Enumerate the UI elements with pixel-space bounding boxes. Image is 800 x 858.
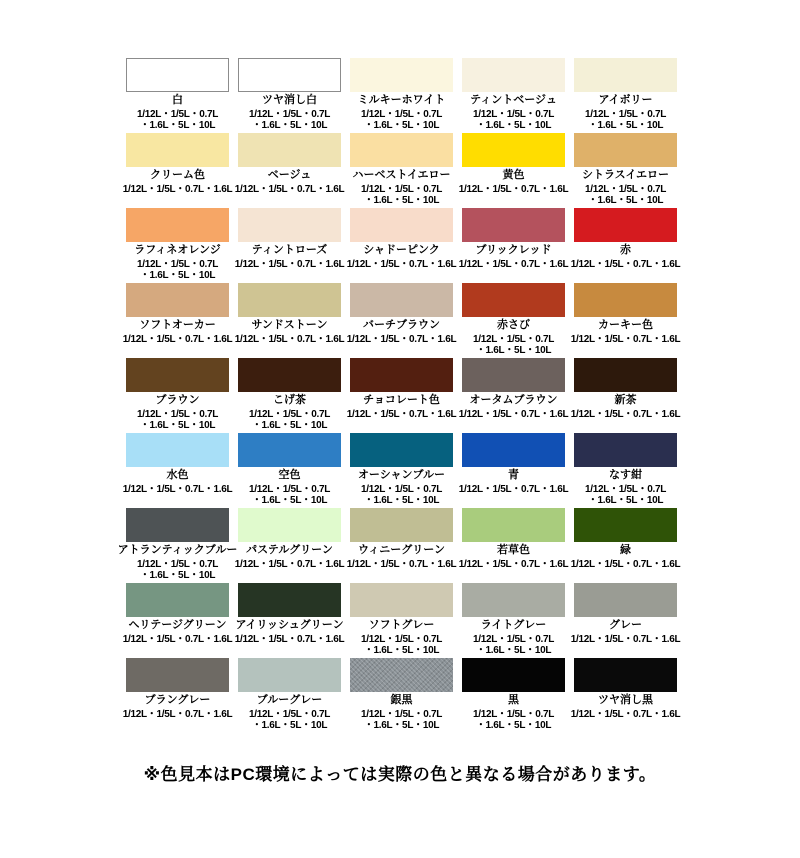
color-name: 若草色 <box>497 544 530 556</box>
size-line: ・1.6L・5L・10L <box>363 195 440 206</box>
swatch-cell <box>234 508 345 583</box>
size-line: 1/12L・1/5L・0.7L・1.6L <box>570 409 681 420</box>
swatch-cell <box>350 133 453 208</box>
color-sizes <box>137 109 218 131</box>
color-sizes <box>235 634 345 645</box>
swatch-cell <box>234 583 345 658</box>
color-name: 空色 <box>278 469 301 481</box>
color-swatch <box>574 508 677 542</box>
color-sizes <box>585 109 666 131</box>
size-line: 1/12L・1/5L・0.7L・1.6L <box>458 184 569 195</box>
swatch-cell <box>238 658 341 733</box>
size-line: 1/12L・1/5L・0.7L <box>248 109 331 120</box>
swatch-cell <box>570 508 681 583</box>
color-sizes <box>137 409 218 431</box>
color-sizes <box>235 184 345 195</box>
swatch-cell <box>122 283 233 358</box>
swatch-cell <box>234 208 345 283</box>
color-sizes <box>473 334 554 356</box>
size-line: ・1.6L・5L・10L <box>139 420 216 431</box>
size-line: ・1.6L・5L・10L <box>587 495 664 506</box>
swatch-cell <box>570 208 681 283</box>
color-name: 水色 <box>166 469 189 481</box>
color-name: アイボリー <box>598 94 653 106</box>
swatch-cell <box>346 208 457 283</box>
size-line: ・1.6L・5L・10L <box>363 720 440 731</box>
swatch-cell <box>117 508 238 583</box>
size-line: 1/12L・1/5L・0.7L・1.6L <box>122 334 233 345</box>
swatch-cell <box>458 208 569 283</box>
color-sizes <box>123 634 233 645</box>
color-swatch <box>126 583 229 617</box>
swatch-cell <box>122 133 233 208</box>
color-sizes <box>249 109 330 131</box>
color-name: カーキー色 <box>598 319 653 331</box>
color-swatch <box>126 508 229 542</box>
size-line: ・1.6L・5L・10L <box>139 270 216 281</box>
color-swatch <box>238 58 341 92</box>
color-name: こげ茶 <box>273 394 306 406</box>
color-sizes <box>571 559 681 570</box>
size-line: ・1.6L・5L・10L <box>475 120 552 131</box>
color-swatch <box>350 433 453 467</box>
color-swatch <box>238 508 341 542</box>
swatch-cell <box>350 433 453 508</box>
color-swatch <box>462 133 565 167</box>
size-line: 1/12L・1/5L・0.7L・1.6L <box>570 259 681 270</box>
color-swatch <box>462 358 565 392</box>
swatch-cell <box>458 508 569 583</box>
size-line: 1/12L・1/5L・0.7L <box>472 109 555 120</box>
color-sizes <box>361 634 442 656</box>
size-line: 1/12L・1/5L・0.7L・1.6L <box>458 559 569 570</box>
size-line: 1/12L・1/5L・0.7L・1.6L <box>122 484 233 495</box>
color-swatch <box>238 433 341 467</box>
color-sizes <box>235 559 345 570</box>
color-swatch <box>574 208 677 242</box>
color-name: ブラングレー <box>144 694 211 706</box>
color-swatch <box>350 508 453 542</box>
size-line: ・1.6L・5L・10L <box>251 420 328 431</box>
size-line: 1/12L・1/5L・0.7L <box>360 484 443 495</box>
color-sizes <box>585 484 666 506</box>
color-name: シャドーピンク <box>363 244 440 256</box>
swatch-cell <box>346 358 457 433</box>
size-line: 1/12L・1/5L・0.7L・1.6L <box>234 334 345 345</box>
color-sizes <box>347 259 457 270</box>
color-swatch <box>462 58 565 92</box>
color-swatch <box>238 358 341 392</box>
color-sizes <box>571 409 681 420</box>
color-sizes <box>459 559 569 570</box>
swatch-cell <box>462 283 565 358</box>
size-line: 1/12L・1/5L・0.7L <box>584 109 667 120</box>
color-sizes <box>361 709 442 731</box>
color-name: グレー <box>609 619 642 631</box>
color-name: ベージュ <box>267 169 312 181</box>
color-name: 赤 <box>620 244 631 256</box>
color-swatch <box>462 508 565 542</box>
color-sizes <box>459 259 569 270</box>
color-swatch <box>126 133 229 167</box>
size-line: 1/12L・1/5L・0.7L <box>136 259 219 270</box>
swatch-cell <box>238 433 341 508</box>
size-line: 1/12L・1/5L・0.7L・1.6L <box>346 334 457 345</box>
swatch-cell <box>126 358 229 433</box>
size-line: ・1.6L・5L・10L <box>139 120 216 131</box>
color-sizes <box>571 334 681 345</box>
size-line: 1/12L・1/5L・0.7L <box>584 184 667 195</box>
color-name: ラフィネオレンジ <box>134 244 221 256</box>
color-name: 新茶 <box>614 394 637 406</box>
size-line: ・1.6L・5L・10L <box>139 570 216 581</box>
size-line: 1/12L・1/5L・0.7L <box>360 634 443 645</box>
swatch-cell <box>574 133 677 208</box>
color-name: ブルーグレー <box>256 694 323 706</box>
color-name: ティントローズ <box>251 244 328 256</box>
color-swatch <box>574 58 677 92</box>
color-swatch <box>126 433 229 467</box>
swatch-cell <box>458 133 569 208</box>
size-line: 1/12L・1/5L・0.7L・1.6L <box>122 709 233 720</box>
color-swatch <box>238 658 341 692</box>
size-line: 1/12L・1/5L・0.7L・1.6L <box>122 634 233 645</box>
swatch-cell <box>462 583 565 658</box>
color-swatch <box>350 208 453 242</box>
color-sizes <box>235 259 345 270</box>
size-line: 1/12L・1/5L・0.7L <box>584 484 667 495</box>
color-swatch <box>574 433 677 467</box>
swatch-cell <box>126 208 229 283</box>
color-swatch <box>350 358 453 392</box>
size-line: 1/12L・1/5L・0.7L・1.6L <box>346 259 457 270</box>
size-line: 1/12L・1/5L・0.7L <box>472 634 555 645</box>
color-name: ソフトグレー <box>368 619 435 631</box>
color-sizes <box>473 634 554 656</box>
color-name: ツヤ消し黒 <box>598 694 653 706</box>
swatch-cell <box>350 58 453 133</box>
swatch-cell <box>346 283 457 358</box>
size-line: ・1.6L・5L・10L <box>587 120 664 131</box>
swatch-cell <box>234 283 345 358</box>
color-name: ツヤ消し白 <box>262 94 317 106</box>
color-name: 黒 <box>508 694 519 706</box>
size-line: 1/12L・1/5L・0.7L・1.6L <box>570 709 681 720</box>
size-line: ・1.6L・5L・10L <box>475 345 552 356</box>
size-line: 1/12L・1/5L・0.7L・1.6L <box>122 184 233 195</box>
size-line: 1/12L・1/5L・0.7L <box>136 109 219 120</box>
size-line: ・1.6L・5L・10L <box>587 195 664 206</box>
size-line: ・1.6L・5L・10L <box>363 495 440 506</box>
size-line: 1/12L・1/5L・0.7L・1.6L <box>570 634 681 645</box>
color-name: アイリッシュグリーン <box>235 619 344 631</box>
color-name: ブリックレッド <box>475 244 552 256</box>
color-swatch <box>126 283 229 317</box>
size-line: 1/12L・1/5L・0.7L <box>248 409 331 420</box>
color-name: オータムブラウン <box>469 394 558 406</box>
color-swatch <box>462 433 565 467</box>
swatch-cell <box>122 433 233 508</box>
color-sizes <box>347 559 457 570</box>
color-name: 緑 <box>620 544 631 556</box>
color-name: 赤さび <box>497 319 530 331</box>
color-sizes <box>249 484 330 506</box>
swatch-cell <box>346 508 457 583</box>
color-name: ハーベストイエロー <box>352 169 451 181</box>
swatch-cell <box>574 58 677 133</box>
color-name: ミルキーホワイト <box>357 94 446 106</box>
swatch-cell <box>458 358 569 433</box>
color-name: シトラスイエロー <box>581 169 669 181</box>
color-swatch <box>126 58 229 92</box>
color-disclaimer-note: ※色見本はPC環境によっては実際の色と異なる場合があります。 <box>143 765 657 784</box>
color-name: ヘリテージグリーン <box>128 619 227 631</box>
swatch-cell <box>238 358 341 433</box>
size-line: 1/12L・1/5L・0.7L・1.6L <box>458 259 569 270</box>
color-swatch <box>126 358 229 392</box>
size-line: ・1.6L・5L・10L <box>251 120 328 131</box>
color-swatch <box>462 283 565 317</box>
size-line: 1/12L・1/5L・0.7L <box>136 559 219 570</box>
color-name: 黄色 <box>502 169 525 181</box>
swatch-cell <box>458 433 569 508</box>
color-name: ライトグレー <box>480 619 547 631</box>
color-sizes <box>459 484 569 495</box>
color-sizes <box>123 484 233 495</box>
color-swatch <box>350 58 453 92</box>
size-line: 1/12L・1/5L・0.7L・1.6L <box>234 184 345 195</box>
swatch-cell <box>570 583 681 658</box>
color-sizes <box>473 109 554 131</box>
swatch-cell <box>570 658 681 733</box>
color-sizes <box>585 184 666 206</box>
size-line: 1/12L・1/5L・0.7L <box>472 709 555 720</box>
swatch-cell <box>462 658 565 733</box>
color-sizes <box>571 709 681 720</box>
color-swatch <box>126 208 229 242</box>
color-name: ブラウン <box>155 394 200 406</box>
size-line: 1/12L・1/5L・0.7L <box>360 109 443 120</box>
color-sizes <box>459 184 569 195</box>
color-sizes <box>361 184 442 206</box>
swatch-cell <box>350 583 453 658</box>
color-swatch <box>350 658 453 692</box>
color-sizes <box>361 109 442 131</box>
color-sizes <box>123 334 233 345</box>
color-sizes <box>123 184 233 195</box>
swatch-cell <box>570 283 681 358</box>
size-line: ・1.6L・5L・10L <box>475 720 552 731</box>
size-line: ・1.6L・5L・10L <box>251 495 328 506</box>
swatch-cell <box>350 658 453 733</box>
size-line: 1/12L・1/5L・0.7L <box>248 709 331 720</box>
color-swatch <box>350 283 453 317</box>
size-line: 1/12L・1/5L・0.7L <box>360 709 443 720</box>
swatch-cell <box>238 58 341 133</box>
size-line: 1/12L・1/5L・0.7L・1.6L <box>234 559 345 570</box>
swatch-cell <box>574 433 677 508</box>
color-swatch <box>238 583 341 617</box>
color-swatch <box>574 133 677 167</box>
size-line: ・1.6L・5L・10L <box>363 645 440 656</box>
color-swatch <box>462 208 565 242</box>
color-name: ソフトオーカー <box>139 319 216 331</box>
size-line: 1/12L・1/5L・0.7L・1.6L <box>570 559 681 570</box>
color-sizes <box>347 409 457 420</box>
color-name: オーシャンブルー <box>357 469 446 481</box>
swatch-cell <box>122 583 233 658</box>
color-sizes <box>123 709 233 720</box>
color-name: チョコレート色 <box>363 394 440 406</box>
color-name: ティントベージュ <box>470 94 557 106</box>
color-sizes <box>137 559 218 581</box>
color-name: バーチブラウン <box>363 319 440 331</box>
color-swatch <box>238 133 341 167</box>
size-line: 1/12L・1/5L・0.7L <box>136 409 219 420</box>
size-line: 1/12L・1/5L・0.7L・1.6L <box>458 409 569 420</box>
color-sizes <box>361 484 442 506</box>
size-line: ・1.6L・5L・10L <box>363 120 440 131</box>
color-sizes <box>249 709 330 731</box>
size-line: ・1.6L・5L・10L <box>251 720 328 731</box>
color-name: クリーム色 <box>150 169 205 181</box>
size-line: 1/12L・1/5L・0.7L・1.6L <box>346 409 457 420</box>
swatch-cell <box>122 658 233 733</box>
size-line: 1/12L・1/5L・0.7L <box>360 184 443 195</box>
color-swatch <box>238 283 341 317</box>
color-name: アトランティックブルー <box>117 544 238 556</box>
color-swatch <box>126 658 229 692</box>
color-name: パステルグリーン <box>246 544 333 556</box>
color-name: 銀黒 <box>390 694 413 706</box>
size-line: 1/12L・1/5L・0.7L・1.6L <box>234 259 345 270</box>
color-name: サンドストーン <box>251 319 328 331</box>
color-sizes <box>249 409 330 431</box>
color-chart-grid <box>117 58 681 733</box>
size-line: 1/12L・1/5L・0.7L・1.6L <box>234 634 345 645</box>
color-swatch <box>462 658 565 692</box>
color-name: ウィニーグリーン <box>357 544 446 556</box>
color-sizes <box>347 334 457 345</box>
color-sizes <box>473 709 554 731</box>
color-name: 白 <box>172 94 183 106</box>
color-sizes <box>137 259 218 281</box>
color-swatch <box>574 358 677 392</box>
color-swatch <box>462 583 565 617</box>
size-line: 1/12L・1/5L・0.7L・1.6L <box>346 559 457 570</box>
color-swatch <box>574 583 677 617</box>
color-swatch <box>574 283 677 317</box>
color-sizes <box>235 334 345 345</box>
swatch-cell <box>462 58 565 133</box>
swatch-cell <box>126 58 229 133</box>
color-name: なす紺 <box>609 469 642 481</box>
color-swatch <box>574 658 677 692</box>
size-line: 1/12L・1/5L・0.7L <box>472 334 555 345</box>
color-sizes <box>571 259 681 270</box>
size-line: 1/12L・1/5L・0.7L <box>248 484 331 495</box>
swatch-cell <box>234 133 345 208</box>
color-swatch <box>350 583 453 617</box>
color-swatch <box>238 208 341 242</box>
color-sizes <box>571 634 681 645</box>
size-line: 1/12L・1/5L・0.7L・1.6L <box>458 484 569 495</box>
color-swatch <box>350 133 453 167</box>
swatch-cell <box>570 358 681 433</box>
color-sizes <box>459 409 569 420</box>
size-line: ・1.6L・5L・10L <box>475 645 552 656</box>
size-line: 1/12L・1/5L・0.7L・1.6L <box>570 334 681 345</box>
color-name: 青 <box>508 469 519 481</box>
